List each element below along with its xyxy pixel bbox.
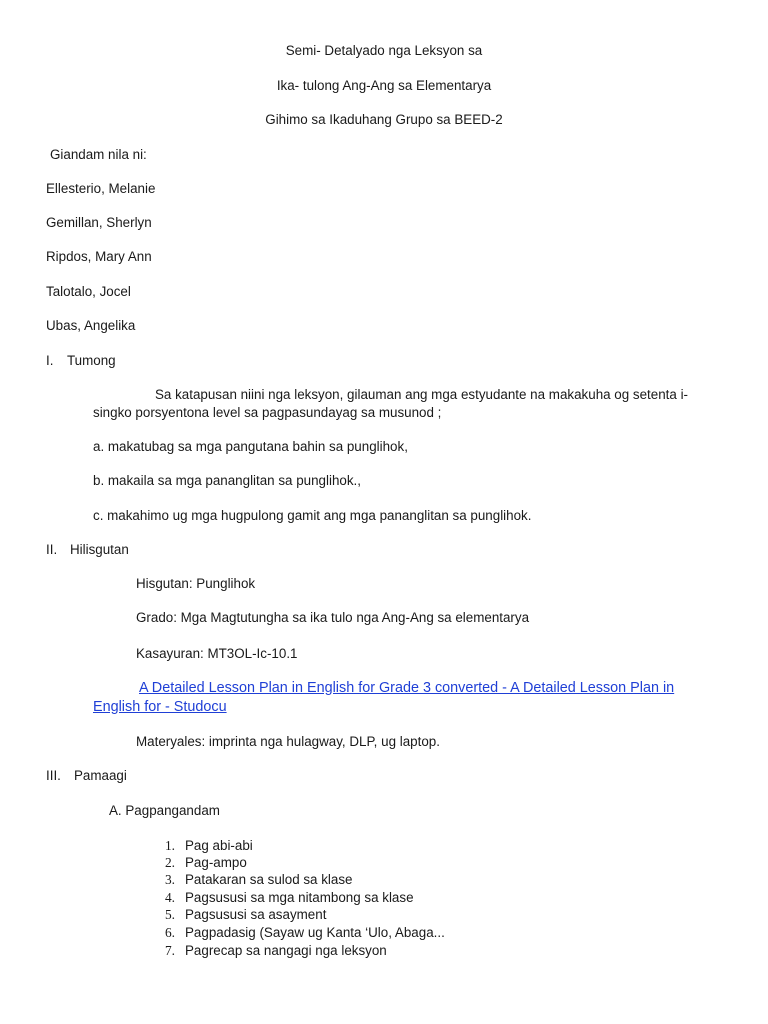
author-name: Ellesterio, Melanie (46, 181, 156, 196)
author-name: Talotalo, Jocel (46, 284, 131, 299)
doc-group: Gihimo sa Ikaduhang Grupo sa BEED-2 (265, 112, 503, 127)
objective-intro-cont: singko porsyentona level sa pagpasundayag sa musunod ; (93, 405, 442, 420)
section-numeral: I. (46, 353, 54, 368)
list-number: 2. (164, 855, 175, 870)
author-name: Ripdos, Mary Ann (46, 249, 152, 264)
list-item: Pag-ampo (185, 855, 247, 870)
author-name: Gemillan, Sherlyn (46, 215, 152, 230)
list-number: 5. (164, 907, 175, 922)
materials-line: Materyales: imprinta nga hulagway, DLP, ug laptop. (136, 734, 440, 749)
section-numeral: II. (46, 542, 58, 557)
reference-link[interactable]: A Detailed Lesson Plan in English for Grade 3 converted - A Detailed Lesson Plan in (139, 680, 675, 696)
objective-item: c. makahimo ug mga hugpulong gamit ang mga pananglitan sa punglihok. (93, 508, 532, 523)
section-title-hilisgutan: Hilisgutan (70, 542, 129, 557)
competency-line: Kasayuran: MT3OL-Ic-10.1 (136, 646, 298, 661)
reference-link-cont[interactable]: English for - Studocu (93, 699, 227, 715)
prepared-by-label: Giandam nila ni: (50, 147, 147, 162)
list-number: 1. (164, 838, 175, 853)
topic-line: Hisgutan: Punglihok (136, 576, 256, 591)
list-number: 6. (164, 925, 175, 940)
section-title-tumong: Tumong (67, 353, 116, 368)
doc-subtitle: Ika- tulong Ang-Ang sa Elementarya (276, 78, 492, 93)
list-item: Patakaran sa sulod sa klase (185, 872, 353, 887)
list-item: Pagsususi sa mga nitambong sa klase (185, 890, 414, 905)
grade-line: Grado: Mga Magtutungha sa ika tulo nga Ang-Ang sa elementarya (136, 610, 530, 625)
list-number: 3. (164, 872, 175, 887)
list-item: Pagsususi sa asayment (185, 907, 327, 922)
list-number: 4. (164, 890, 175, 905)
subsection-a: A. Pagpangandam (109, 803, 220, 818)
list-number: 7. (164, 943, 175, 958)
doc-title: Semi- Detalyado nga Leksyon sa (285, 43, 483, 58)
objective-intro: Sa katapusan niini nga leksyon, gilauman ang mga estyudante na makakuha og setenta i- (155, 387, 688, 402)
objective-item: b. makaila sa mga pananglitan sa punglihok., (93, 473, 361, 488)
section-numeral: III. (46, 768, 61, 783)
list-item: Pagrecap sa nangagi nga leksyon (185, 943, 387, 958)
list-item: Pag abi-abi (185, 838, 253, 853)
author-name: Ubas, Angelika (46, 318, 136, 333)
objective-item: a. makatubag sa mga pangutana bahin sa punglihok, (93, 439, 408, 454)
list-item: Pagpadasig (Sayaw ug Kanta ‘Ulo, Abaga... (185, 925, 445, 940)
section-title-pamaagi: Pamaagi (74, 768, 127, 783)
